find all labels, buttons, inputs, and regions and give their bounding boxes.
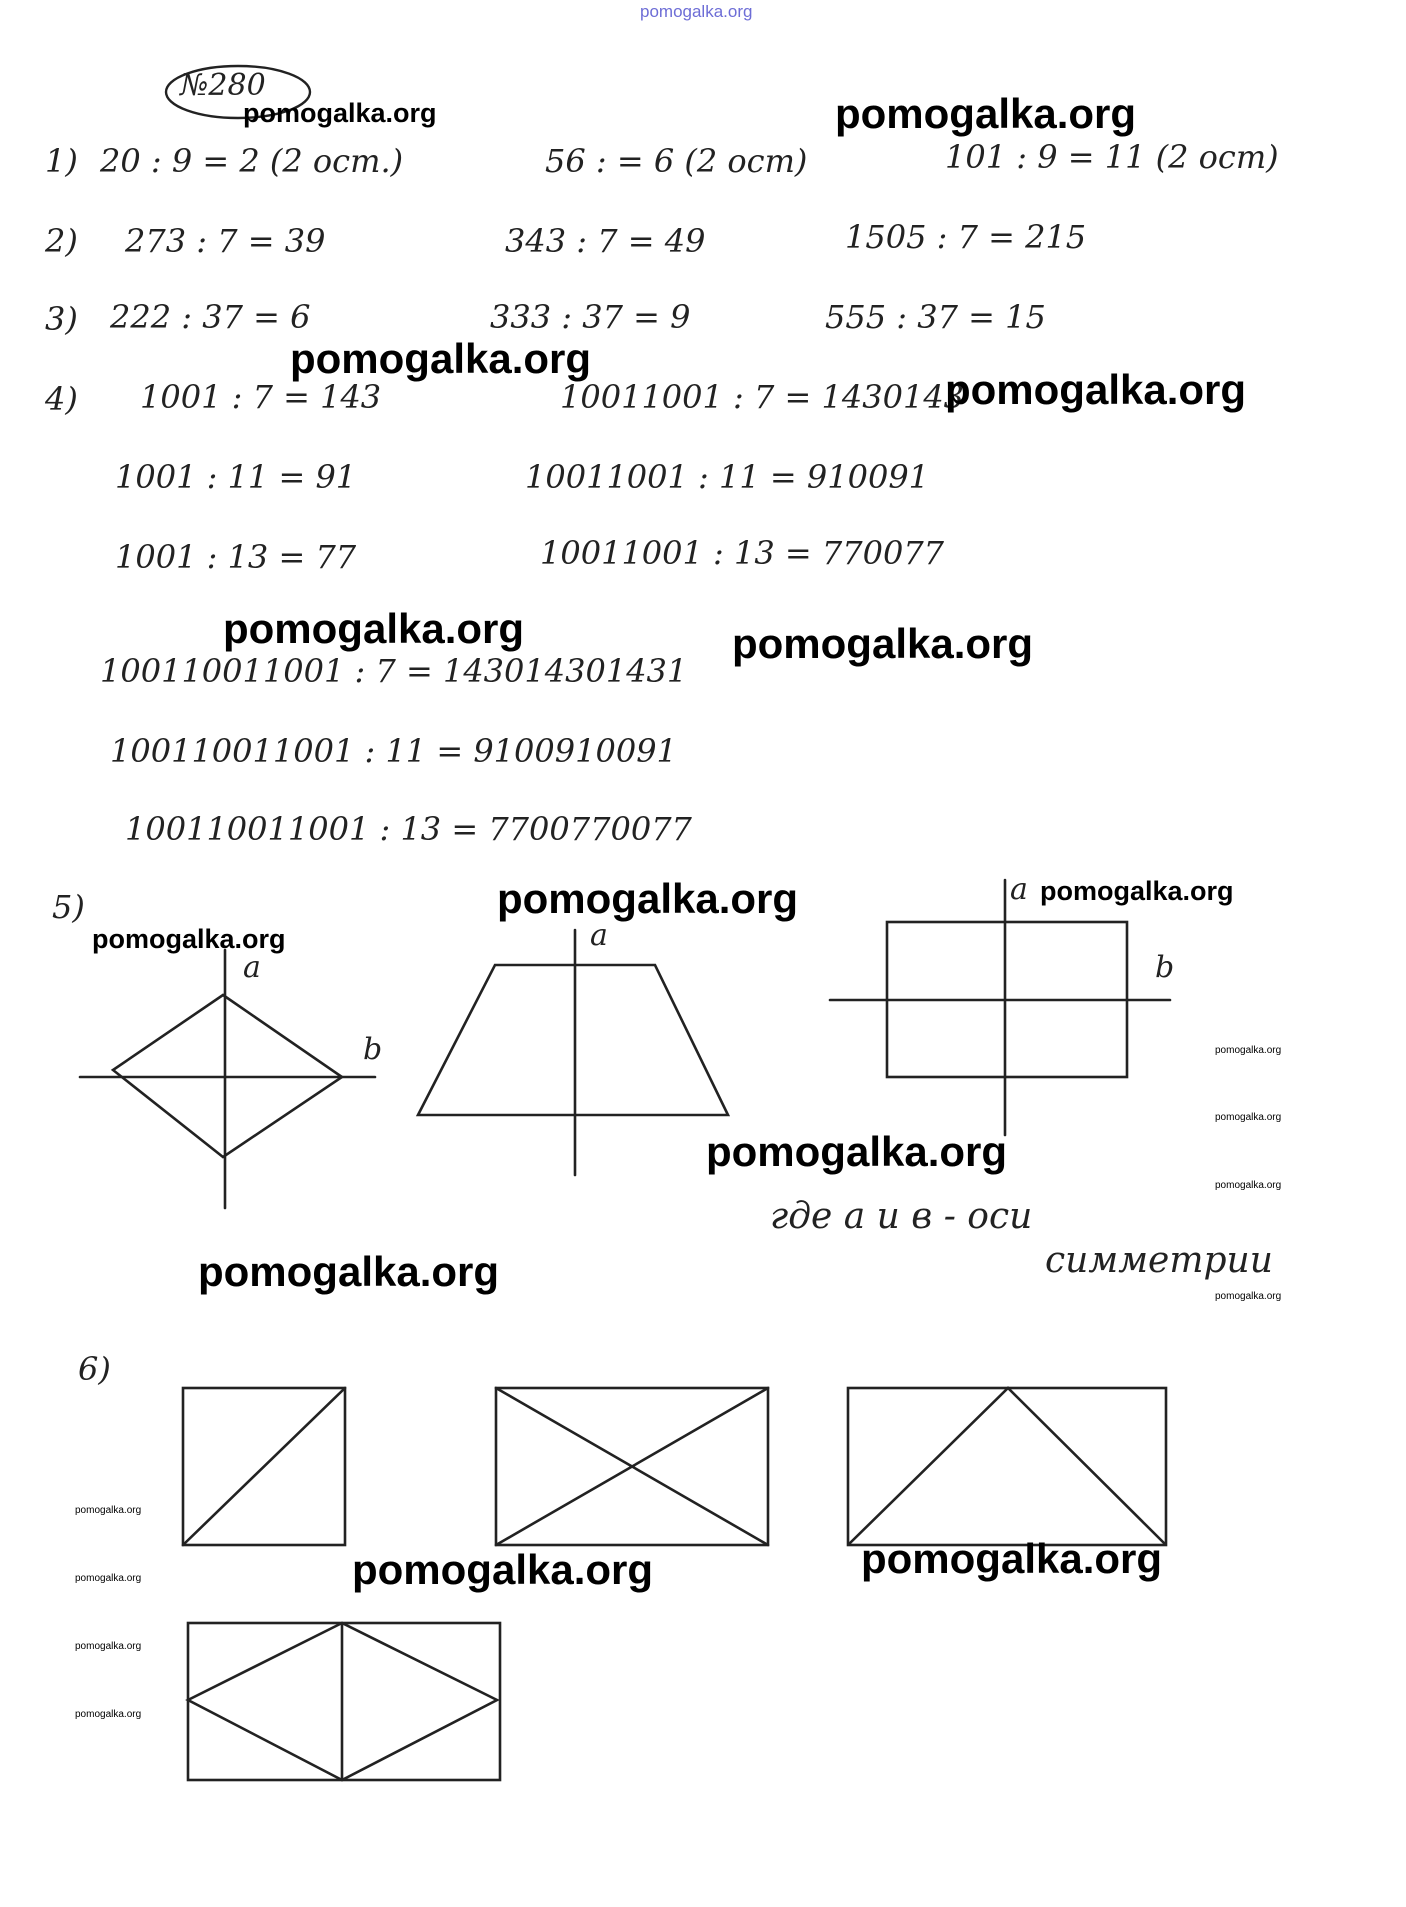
- section5-number: 5): [52, 888, 85, 926]
- row4-expr-a: 1001 : 7 = 143: [140, 378, 382, 416]
- watermark: pomogalka.org: [243, 98, 437, 128]
- row1-expr-b: 56 : = 6 (2 ост): [545, 142, 808, 180]
- trapezoid-figure: [415, 930, 735, 1180]
- rhombus-axis-a-label: a: [243, 950, 261, 985]
- row4-number: 4): [45, 380, 78, 418]
- row2-expr-a: 273 : 7 = 39: [125, 222, 326, 260]
- row5-expr-a: 1001 : 11 = 91: [115, 458, 357, 496]
- watermark-small: pomogalka.org: [1215, 1180, 1282, 1191]
- rectangle-axis-a-label: a: [1010, 872, 1028, 907]
- watermark-small: pomogalka.org: [1215, 1112, 1282, 1123]
- symmetry-note-line2: симметрии: [1045, 1240, 1273, 1281]
- watermark: pomogalka.org: [497, 875, 799, 922]
- watermark-small: pomogalka.org: [75, 1709, 142, 1720]
- row2-number: 2): [45, 222, 78, 260]
- row3-number: 3): [45, 300, 78, 338]
- rectangle-rhombi-figure: [185, 1620, 505, 1785]
- rhombus-figure: [75, 950, 385, 1210]
- watermark: pomogalka.org: [198, 1248, 500, 1295]
- row6-expr-b: 10011001 : 13 = 770077: [540, 534, 945, 572]
- row6-expr-a: 1001 : 13 = 77: [115, 538, 357, 576]
- watermark: pomogalka.org: [945, 366, 1247, 413]
- rectangle-axis-b-label: b: [1155, 950, 1175, 985]
- row3-expr-a: 222 : 37 = 6: [110, 298, 311, 336]
- row7-expr: 100110011001 : 7 = 143014301431: [100, 652, 688, 690]
- watermark-small: pomogalka.org: [75, 1505, 142, 1516]
- row3-expr-b: 333 : 37 = 9: [490, 298, 691, 336]
- rectangle-figure: [830, 880, 1170, 1140]
- row8-expr: 100110011001 : 11 = 9100910091: [110, 732, 677, 770]
- rhombus-axis-b-label: b: [363, 1032, 383, 1067]
- row2-expr-c: 1505 : 7 = 215: [845, 218, 1087, 256]
- rectangle-triangle-figure: [845, 1385, 1170, 1550]
- row9-expr: 100110011001 : 13 = 7700770077: [125, 810, 692, 848]
- rectangle-diagonals-figure: [493, 1385, 773, 1550]
- row1-number: 1): [45, 142, 78, 180]
- watermark-small: pomogalka.org: [1215, 1045, 1282, 1056]
- problem-number: №280: [180, 68, 266, 103]
- watermark: pomogalka.org: [92, 924, 286, 954]
- row1-expr-a: 20 : 9 = 2 (2 ост.): [100, 142, 404, 180]
- watermark-small: pomogalka.org: [75, 1641, 142, 1652]
- watermark: pomogalka.org: [352, 1546, 654, 1593]
- row1-expr-c: 101 : 9 = 11 (2 ост): [945, 138, 1279, 176]
- watermark-small: pomogalka.org: [1215, 1291, 1282, 1302]
- trapezoid-axis-a-label: a: [590, 918, 608, 953]
- watermark-small: pomogalka.org: [75, 1573, 142, 1584]
- watermark: pomogalka.org: [835, 90, 1137, 137]
- symmetry-note-line1: где а и в - оси: [770, 1196, 1033, 1237]
- section6-number: 6): [78, 1350, 111, 1388]
- watermark: pomogalka.org: [706, 1128, 1008, 1175]
- row4-expr-b: 10011001 : 7 = 1430143: [560, 378, 965, 416]
- watermark: pomogalka.org: [290, 335, 592, 382]
- watermark: pomogalka.org: [1040, 876, 1234, 906]
- row3-expr-c: 555 : 37 = 15: [825, 298, 1046, 336]
- watermark: pomogalka.org: [732, 620, 1034, 667]
- watermark-top: pomogalka.org: [640, 2, 753, 21]
- watermark: pomogalka.org: [223, 605, 525, 652]
- watermark: pomogalka.org: [861, 1535, 1163, 1582]
- row2-expr-b: 343 : 7 = 49: [505, 222, 706, 260]
- square-diagonal-figure: [180, 1385, 350, 1550]
- row5-expr-b: 10011001 : 11 = 910091: [525, 458, 930, 496]
